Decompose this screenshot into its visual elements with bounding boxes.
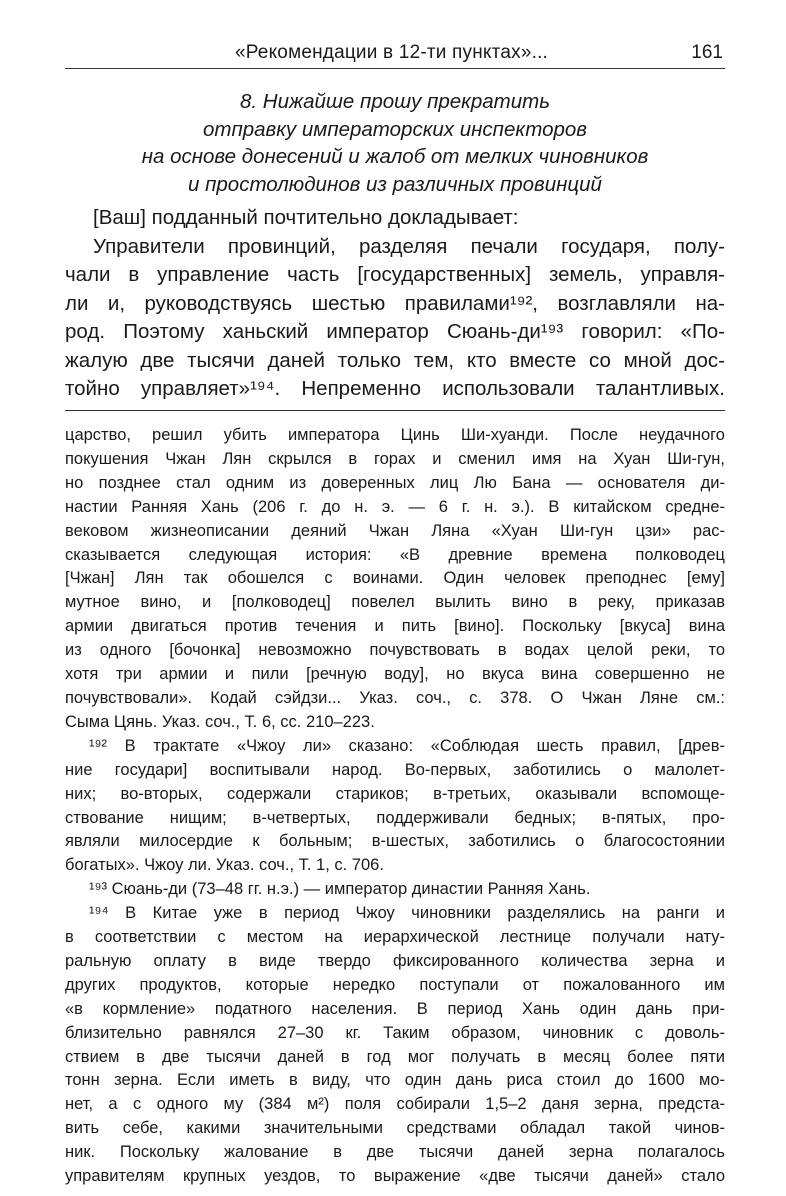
- footnote-194-line: тонн зерна. Если иметь в виду, что один дань риса стоил до 1600 мо-: [65, 1071, 725, 1090]
- section-title: [65, 88, 725, 198]
- footnote-194-line: нет, а с одного му (384 м²) поля собирали 1,5–2 даня зерна, предста-: [65, 1095, 725, 1114]
- main-text-line: чали в управление часть [государственных] земель, управля-: [65, 263, 725, 286]
- main-text-line: ли и, руководствуясь шестью правилами¹⁹², возглавляли на-: [65, 291, 725, 315]
- section-title-line: отправку императорских инспекторов: [202, 117, 588, 141]
- main-text-line: жалую две тысячи даней только тем, кто вместе со мной дос-: [65, 348, 725, 372]
- footnote-192-line: являли милосердие к больным; в-шестых, заботились о благосостоянии: [65, 832, 725, 851]
- footnote-192-line: ¹⁹² В трактате «Чжоу ли» сказано: «Соблюдая шесть правил, [древ-: [89, 736, 725, 755]
- main-text-line: Управители провинций, разделяя печали государя, полу-: [93, 234, 725, 258]
- footnote-194-line: вить себе, какими значительными средствами обладал такой чинов-: [65, 1119, 725, 1138]
- footnote-line: хотя три армии и пили [речную воду], но вкуса вина совершенно не: [65, 665, 725, 684]
- footnote-194-line: управителям крупных уездов, то выражение «две тысячи даней» стало: [65, 1167, 725, 1186]
- section-title-line: 8. Нижайше прошу прекратить: [240, 90, 550, 113]
- footnote-line: армии двигаться против течения и пить [вино]. Поскольку [вкуса] вина: [65, 617, 725, 636]
- footnote-192-line: них; во-вторых, содержали стариков; в-третьих, оказывали вспомоще-: [65, 784, 725, 803]
- footnote-separator: [65, 410, 725, 411]
- main-text-line: тойно управляет»¹⁹⁴. Непременно использовали талантливых.: [65, 377, 725, 400]
- footnote-192-line: ствование нищим; в-четвертых, поддерживали бедных; в-пятых, про-: [65, 808, 725, 827]
- footnotes: [65, 424, 725, 1189]
- page-number: 161: [691, 42, 723, 63]
- section-title-line: на основе донесений и жалоб от мелких чиновников: [141, 145, 649, 168]
- footnote-193: ¹⁹³ Сюань-ди (73–48 гг. н.э.) — император династии Ранняя Хань.: [89, 880, 591, 899]
- footnote-line: покушения Чжан Лян скрылся в горах и сменил имя на Хуан Ши-гун,: [65, 449, 725, 468]
- footnote-line: но позднее стал одним из доверенных лиц Лю Бана — основателя ди-: [65, 473, 725, 492]
- footnote-line: царство, решил убить императора Цинь Ши-хуанди. После неудачного: [65, 426, 725, 444]
- footnote-line: почувствовали». Кодай сэйдзи... Указ. соч., с. 378. О Чжан Ляне см.:: [65, 688, 725, 707]
- footnote-line: мутное вино, и [полководец] повелел вылить вино в реку, приказав: [65, 593, 725, 612]
- footnote-line: из одного [бочонка] невозможно почувствовать в водах целой реки, то: [65, 641, 725, 660]
- footnote-line: сказывается следующая история: «В древние времена полководец: [65, 545, 725, 564]
- footnote-line: [Чжан] Лян так обошелся с воинами. Один человек преподнес [ему]: [65, 569, 725, 588]
- main-text-line: род. Поэтому ханьский император Сюань-ди¹⁹³ говорил: «По-: [65, 320, 725, 343]
- footnote-194-line: «в кормление» податного населения. В период Хань один дань при-: [65, 999, 725, 1018]
- section-title-line: и простолюдинов из различных провинций: [188, 172, 602, 196]
- main-text-line: [Ваш] подданный почтительно докладывает:: [93, 206, 519, 229]
- footnote-line: вековом жизнеописании деяний Чжан Ляна «Хуан Ши-гун цзи» рас-: [65, 521, 725, 540]
- running-title: «Рекомендации в 12-ти пунктах»...: [235, 42, 549, 63]
- footnote-line: настии Ранняя Хань (206 г. до н. э. — 6 г. н. э.). В китайском средне-: [65, 497, 725, 516]
- footnote-194-line: близительно равнялся 27–30 кг. Таким образом, чиновник с доволь-: [65, 1023, 725, 1042]
- main-text: [65, 204, 725, 404]
- footnote-194-line: ¹⁹⁴ В Китае уже в период Чжоу чиновники разделялись на ранги и: [89, 904, 725, 923]
- footnote-194-line: ник. Поскольку жалование в две тысячи даней зерна полагалось: [65, 1143, 725, 1162]
- running-header: [65, 40, 725, 69]
- footnote-194-line: других продуктов, которые нередко поступали от пожалованного им: [65, 975, 725, 994]
- footnote-line: Сыма Цянь. Указ. соч., Т. 6, сс. 210–223.: [65, 712, 375, 731]
- footnote-192-line: ние государи] воспитывали народ. Во-первых, заботились о малолет-: [65, 760, 725, 779]
- footnote-194-line: ствием в две тысячи даней в год мог получать в месяц более пяти: [65, 1047, 725, 1066]
- footnote-194-line: ральную оплату в виде твердо фиксированного количества зерна и: [65, 951, 725, 970]
- footnote-192-line: богатых». Чжоу ли. Указ. соч., Т. 1, с. 706.: [65, 856, 384, 875]
- footnote-194-line: в соответствии с местом на иерархической лестнице получали нату-: [65, 928, 725, 947]
